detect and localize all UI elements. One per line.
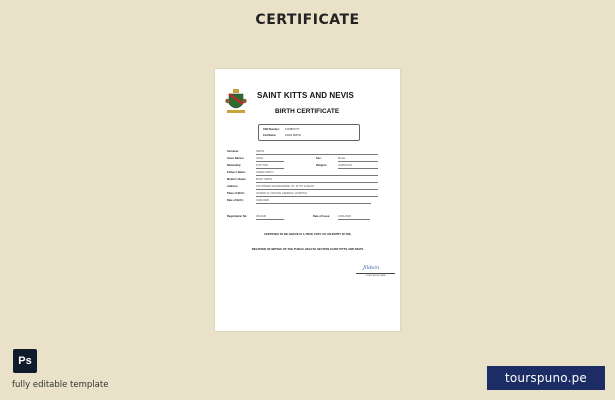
page-title: CERTIFICATE <box>255 12 360 28</box>
fathers-name-label: Father's Name: <box>227 171 246 174</box>
mothers-name-field[interactable]: MARY SMITH <box>256 178 378 183</box>
sex-field[interactable]: MALE <box>338 157 378 162</box>
signature-caption: CHIEF REGISTRAR <box>365 275 386 277</box>
nationality-field[interactable]: KITTITIAN <box>256 164 284 169</box>
fathers-name-field[interactable]: JAMES SMITH <box>256 171 378 176</box>
nationality-label: Nationality: <box>227 164 242 167</box>
full-name-value[interactable]: JOHN SMITH <box>285 134 301 137</box>
given-names-field[interactable]: JOHN <box>256 157 284 162</box>
place-of-birth-field[interactable]: JOSEPH N. FRANCE GENERAL HOSPITAL <box>256 192 378 197</box>
religion-field[interactable]: CHRISTIAN <box>338 164 378 169</box>
id-row-fullname <box>263 134 301 137</box>
given-names-label: Given Names: <box>227 157 245 160</box>
sex-label: Sex: <box>316 157 322 160</box>
place-of-birth-label: Place of Birth: <box>227 192 245 195</box>
religion-label: Religion: <box>316 164 328 167</box>
signature-line <box>356 273 395 274</box>
certificate-document <box>215 69 400 331</box>
mothers-name-label: Mother's Name: <box>227 178 247 181</box>
registration-no-field[interactable]: 0012345 <box>256 215 284 220</box>
registration-no-label: Registration No: <box>227 215 248 218</box>
date-of-issue-field[interactable]: 01/01/2020 <box>338 215 370 220</box>
register-statement: REGISTER OF BIRTHS OF THE PUBLIC HEALTH SECTION SAINT KITTS AND NEVIS <box>251 247 364 251</box>
coat-of-arms-icon <box>225 89 247 115</box>
signature: Jlldein <box>363 265 380 271</box>
template-caption: fully editable template <box>12 380 109 390</box>
certificate-title: BIRTH CERTIFICATE <box>275 108 340 115</box>
full-name-label: Full Name: <box>263 134 277 137</box>
date-of-birth-field[interactable]: 01/01/1990 <box>256 199 371 204</box>
certification-statement: CERTIFIED TO BE ABOVE IS A TRUE COPY OF AN ENTRY IN THE <box>263 232 352 236</box>
address-label: Address: <box>227 185 239 188</box>
brand-badge[interactable]: tourspuno.pe <box>487 366 605 390</box>
date-of-birth-label: Date of Birth: <box>227 199 244 202</box>
surname-field[interactable]: SMITH <box>256 150 378 155</box>
surname-label: Surname: <box>227 150 239 153</box>
id-box <box>258 124 360 141</box>
ssn-value[interactable]: 1234567777 <box>285 128 300 131</box>
id-row-ssn <box>263 128 299 131</box>
date-of-issue-label: Date of Issue: <box>313 215 331 218</box>
country-heading: SAINT KITTS AND NEVIS <box>257 91 354 100</box>
address-field[interactable]: 123 STREET, BASSETERRE, ST. KITTS & NEVIS <box>256 185 378 190</box>
ssn-label: SSN Number: <box>263 128 280 131</box>
photoshop-logo-icon: Ps <box>13 349 37 373</box>
